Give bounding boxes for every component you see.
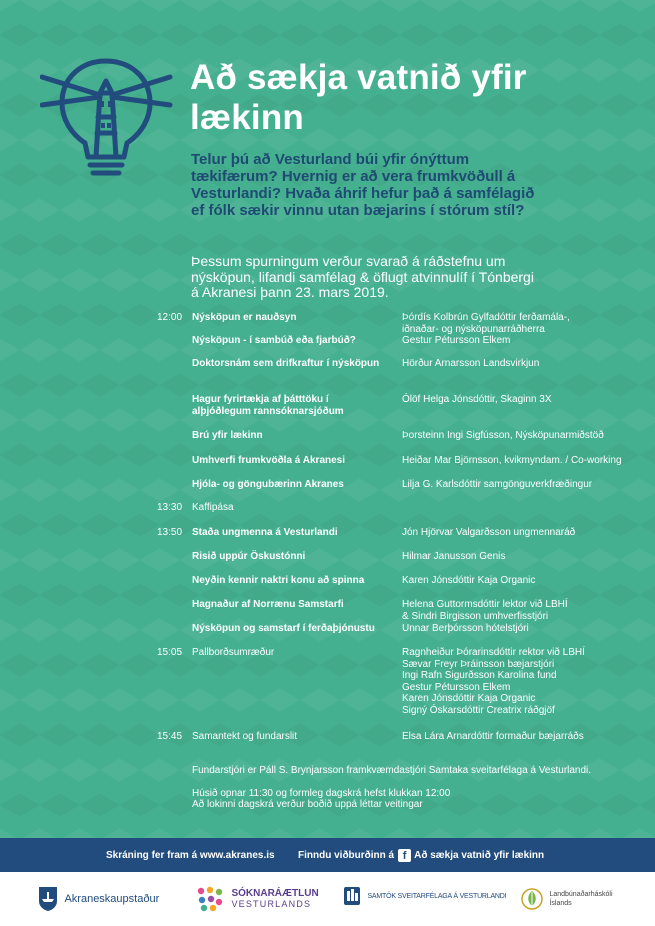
find-event-label: Finndu viðburðinn á	[298, 850, 395, 861]
agenda-topic: Kaffipása	[192, 502, 234, 513]
registration-link[interactable]: Skráning fer fram á www.akranes.is	[106, 850, 275, 861]
agenda-row	[0, 455, 655, 479]
agenda-row	[0, 335, 655, 358]
agenda-speaker: Helena Guttormsdóttir lektor við LBHÍ & Sindri Birgisson umhverfisstjóri	[402, 599, 568, 622]
agenda-time: 15:45	[157, 731, 183, 742]
agenda-speaker: Gestur Pétursson Elkem	[402, 335, 511, 346]
agenda-topic: Pallborðsumræður	[192, 647, 275, 658]
page-title: Að sækja vatnið yfir lækinn	[190, 58, 527, 137]
closing-note: Að lokinni dagskrá verður boðið uppá léttar veitingar	[192, 799, 423, 810]
ssv-emblem-icon	[343, 886, 361, 906]
agenda-topic: Hagur fyrirtækja af þátttöku í alþjóðlegum rannsóknarsjóðum	[192, 394, 344, 417]
lbhi-leaf-icon	[521, 886, 543, 912]
agenda-topic: Staða ungmenna á Vesturlandi	[192, 527, 338, 538]
logo-sokn-line2: VESTURLANDS	[231, 899, 312, 909]
agenda-row	[0, 502, 655, 527]
logo-lbhi-line1: Landbúnaðarháskóli	[549, 891, 613, 898]
agenda-topic: Neyðin kennir naktri konu að spinna	[192, 575, 365, 586]
facebook-icon: f	[398, 849, 411, 862]
agenda-speaker: Þórdís Kolbrún Gylfadóttir ferðamála-, iðnaðar- og nýsköpunarráðherra	[402, 312, 570, 335]
logo-akranes-text: Akraneskaupstaður	[64, 893, 160, 905]
agenda-topic: Samantekt og fundarslit	[192, 731, 298, 742]
agenda-topic: Hagnaður af Norrænu Samstarfi	[192, 599, 344, 610]
logo-sokn-line1: SÓKNARÁÆTLUN	[231, 888, 319, 899]
agenda-speaker: Jón Hjörvar Valgarðsson ungmennaráð	[402, 527, 576, 538]
agenda-speaker: Heiðar Mar Björnsson, kvikmyndam. / Co-working	[402, 455, 622, 466]
event-notes	[192, 765, 632, 811]
opening-note: Húsið opnar 11:30 og formleg dagskrá hefst klukkan 12:00	[192, 787, 451, 799]
agenda-topic: Doktorsnám sem drifkraftur í nýsköpun	[192, 358, 380, 369]
agenda-row	[0, 575, 655, 599]
agenda-topic: Umhverfi frumkvöðla á Akranesi	[192, 455, 346, 466]
agenda-time: 15:05	[157, 647, 183, 658]
agenda-row	[0, 527, 655, 551]
agenda-speaker: Ragnheiður Þórarinsdóttir rektor við LBHÍ Sævar Freyr Þráinsson bæjarstjóri Ingi Rafn Sigurðsson Karolina fund Gestur Pétursson Elkem Karen Jónsdóttir Kaja Organic Signý Óskarsdóttir Creatrix ráðgjöf	[402, 647, 585, 716]
agenda-row	[0, 358, 655, 394]
chair-note: Fundarstjóri er Páll S. Brynjarsson framkvæmdastjóri Samtaka sveitarfélaga á Vesturlandi.	[192, 765, 592, 776]
intro-answer: Þessum spurningum verður svarað á ráðstefnu um nýsköpun, lifandi samfélag & öflugt atvinnulíf í Tónbergi á Akranesi þann 23. mars 2019.	[191, 253, 534, 300]
agenda-row	[0, 479, 655, 502]
agenda-row	[0, 394, 655, 430]
agenda-speaker: Elsa Lára Arnardóttir formaður bæjarráðs	[402, 731, 584, 742]
facebook-event-name: Að sækja vatnið yfir lækinn	[414, 850, 545, 861]
agenda-topic: Nýsköpun - í sambúð eða fjarbúð?	[192, 335, 356, 346]
agenda-speaker: Ólöf Helga Jónsdóttir, Skaginn 3X	[402, 394, 552, 405]
agenda-row	[0, 599, 655, 623]
agenda-topic: Risið uppúr Öskustónni	[192, 551, 306, 562]
facebook-event-link[interactable]	[298, 849, 544, 862]
agenda-speaker: Lilja G. Karlsdóttir samgönguverkfræðingur	[402, 479, 593, 490]
agenda-topic: Hjóla- og göngubærinn Akranes	[192, 479, 344, 490]
agenda-topic: Nýsköpun og samstarf í ferðaþjónustu	[192, 623, 375, 634]
agenda-row	[0, 551, 655, 575]
lighthouse-bulb-icon	[40, 55, 180, 185]
agenda-speaker: Hörður Arnarsson Landsvirkjun	[402, 358, 540, 369]
logo-akranes	[38, 886, 159, 916]
agenda-row	[0, 430, 655, 455]
akranes-crest-icon	[38, 886, 58, 912]
logo-lbhi	[521, 886, 613, 916]
soknaraaetlun-dots-icon	[196, 886, 224, 912]
logo-soknaraaetlun	[196, 886, 319, 916]
agenda-time: 13:30	[157, 502, 183, 513]
agenda-speaker: Hilmar Janusson Genis	[402, 551, 506, 562]
sponsor-logos	[0, 872, 655, 926]
agenda	[0, 312, 655, 755]
agenda-topic: Nýsköpun er nauðsyn	[192, 312, 297, 323]
intro-questions: Telur þú að Vesturland búi yfir ónýttum tækifærum? Hvernig er að vera frumkvöðull á Vesturlandi? Hvaða áhrif hefur það á samfélagið ef fólk sækir vinnu utan bæjarins í stórum stíl?	[191, 151, 535, 219]
agenda-time: 13:50	[157, 527, 183, 538]
registration-bar	[0, 838, 655, 872]
agenda-topic: Brú yfir lækinn	[192, 430, 263, 441]
logo-ssv-text: SAMTÖK SVEITARFÉLAGA Á VESTURLANDI	[367, 892, 507, 900]
agenda-time: 12:00	[157, 312, 183, 323]
logo-ssv	[343, 886, 506, 916]
agenda-speaker: Unnar Berþórsson hótelstjóri	[402, 623, 529, 634]
agenda-speaker: Þorsteinn Ingi Sigfússon, Nýsköpunarmiðstöð	[402, 430, 604, 441]
agenda-row	[0, 623, 655, 647]
agenda-row	[0, 647, 655, 731]
agenda-speaker: Karen Jónsdóttir Kaja Organic	[402, 575, 536, 586]
agenda-row	[0, 312, 655, 335]
logo-lbhi-line2: Íslands	[549, 900, 572, 907]
agenda-row	[0, 731, 655, 755]
